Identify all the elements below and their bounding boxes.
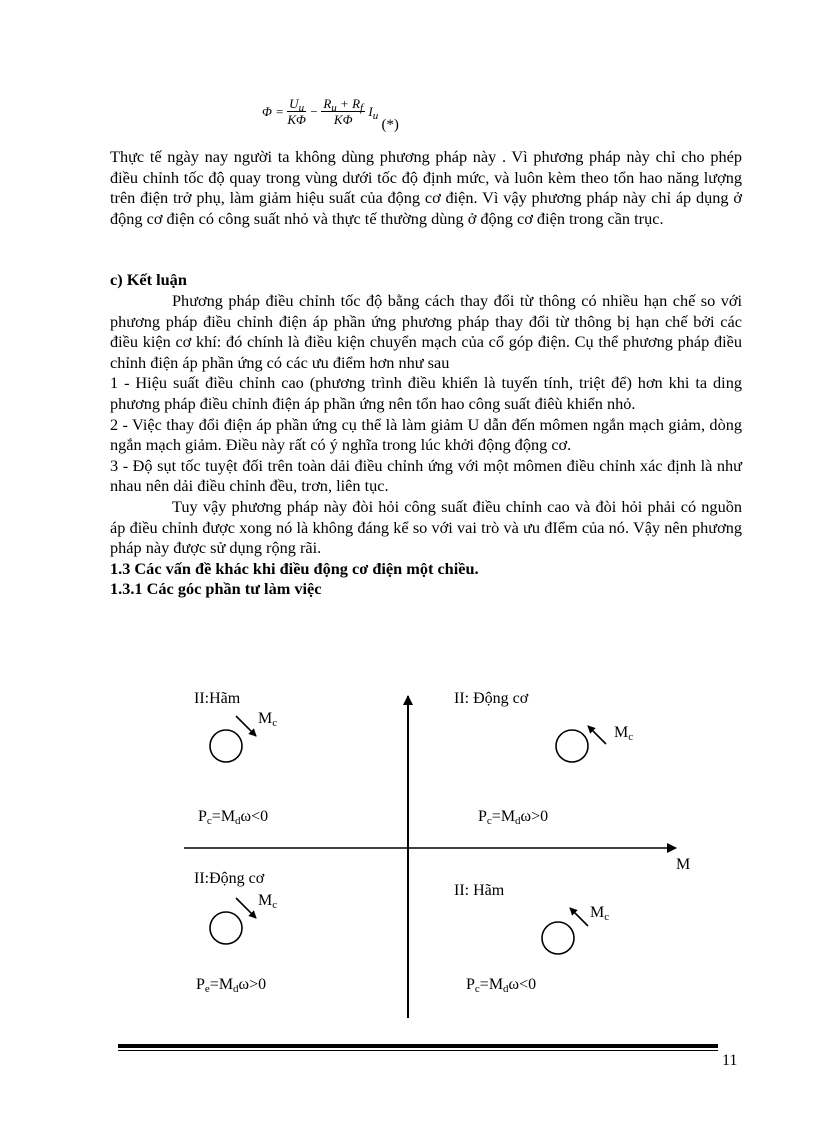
arrow-top-left — [236, 716, 256, 736]
formula-lhs: Φ = — [262, 104, 284, 119]
torque-label-bottom-left: $M_c$ — [258, 892, 278, 911]
footer-rule-thick — [118, 1044, 718, 1048]
arrow-bottom-left — [236, 898, 256, 918]
paragraph-3: Tuy vậy phương pháp này đòi hỏi công suất điều chỉnh cao và đòi hỏi phải có nguồn áp điều chỉnh được xong nó là không đáng kể so với vai trò và ưu đIểm của nó. Vậy nên phương pháp này được sử dụng rộng rãi. — [110, 496, 742, 558]
section-13-title: 1.3 Các vấn đề khác khi điều động cơ điện một chiều. — [110, 558, 479, 578]
arrow-top-right — [588, 726, 606, 744]
circle-top-left — [210, 730, 242, 762]
mode-label-bottom-left: II:Động cơ — [194, 870, 265, 887]
list-item-1: 1 - Hiệu suất điều chỉnh cao (phương trình điều khiển là tuyến tính, triệt để) hơn khi ta ding phương pháp điều chỉnh điện áp phần ứng nên tổn hao công suất điêù khiển nhỏ. — [110, 373, 742, 413]
formula-current: I — [368, 104, 373, 119]
page-number: 11 — [722, 1052, 738, 1069]
torque-label-top-left: $M_c$ — [258, 710, 278, 729]
arrow-bottom-right — [570, 908, 588, 926]
paragraph-2: Phương pháp điều chỉnh tốc độ bằng cách thay đổi từ thông có nhiều hạn chế so với phương pháp điều chỉnh điện áp phần ứng phương pháp thay đổi từ thông bị hạn chế bởi các điều kiện cơ khí: đó chính là điều kiện chuyển mạch của cổ góp điện. Cụ thể phương pháp điều chỉnh điện áp phần ứng có các ưu điểm hơn như sau — [110, 291, 742, 372]
mode-label-bottom-right: II: Hãm — [454, 882, 505, 899]
mode-label-top-right: II: Động cơ — [454, 690, 529, 707]
formula-frac1-num-sub: u — [298, 102, 305, 114]
power-label-bottom-right: $P_c=M_d\omega<0$ — [466, 976, 537, 995]
power-label-top-left: $P_c=M_d\omega<0$ — [198, 808, 269, 827]
torque-label-top-right: $M_c$ — [614, 724, 634, 743]
formula-tag: (*) — [381, 116, 399, 133]
formula-frac2-num-b-sub: f — [360, 102, 364, 114]
circle-bottom-right — [542, 922, 574, 954]
circle-bottom-left — [210, 912, 242, 944]
formula-frac2-plus: + — [336, 96, 353, 111]
list-item-3: 3 - Độ sụt tốc tuyệt đối trên toàn dải điều chỉnh ứng với một mômen điều chỉnh xác định là như nhau nên dải điều chỉnh đều, trơn, liên tục. — [110, 455, 742, 496]
axis-label-m: M — [676, 856, 691, 873]
section-131-title: 1.3.1 Các góc phần tư làm việc — [110, 579, 322, 599]
section-c-title: c) Kết luận — [110, 270, 187, 289]
footer-rule-thin — [118, 1050, 718, 1051]
circle-top-right — [556, 730, 588, 762]
formula-frac2-den: KΦ — [333, 112, 353, 127]
formula-frac1-den: KΦ — [287, 112, 306, 127]
paragraph-1-text: Thực tế ngày nay người ta không dùng phương pháp này . Vì phương pháp này chỉ cho phép điều chỉnh tốc độ quay trong vùng dưới tốc độ định mức, và luôn kèm theo tổn hao năng lượng trên điện trở phụ, làm giảm hiệu suất của động cơ điện. Vì vậy phương pháp này chỉ áp dụng ở động cơ điện có công suất nhỏ và thực tế thường dùng ở động cơ điện trong cần trục. — [110, 147, 742, 228]
formula-current-sub: u — [372, 110, 379, 122]
torque-label-bottom-right: $M_c$ — [590, 904, 610, 923]
list-item-2: 2 - Việc thay đổi điện áp phần ứng cụ thể là làm giảm U dẫn đến mômen ngắn mạch giảm, dòng ngắn mạch giảm. Điều này rất có ý nghĩa trong lúc khởi động động cơ. — [110, 414, 742, 455]
formula-frac2-num-a-sub: u — [331, 102, 337, 114]
mode-label-top-left: II:Hãm — [194, 690, 241, 707]
power-label-bottom-left: $P_e=M_d\omega>0$ — [196, 976, 267, 995]
formula-frac1-num: U — [289, 96, 299, 111]
formula-minus: − — [309, 104, 319, 119]
formula-frac2-num-b: R — [352, 96, 361, 111]
power-label-top-right: $P_c=M_d\omega>0$ — [478, 808, 549, 827]
formula-frac2-num-a: R — [323, 96, 332, 111]
